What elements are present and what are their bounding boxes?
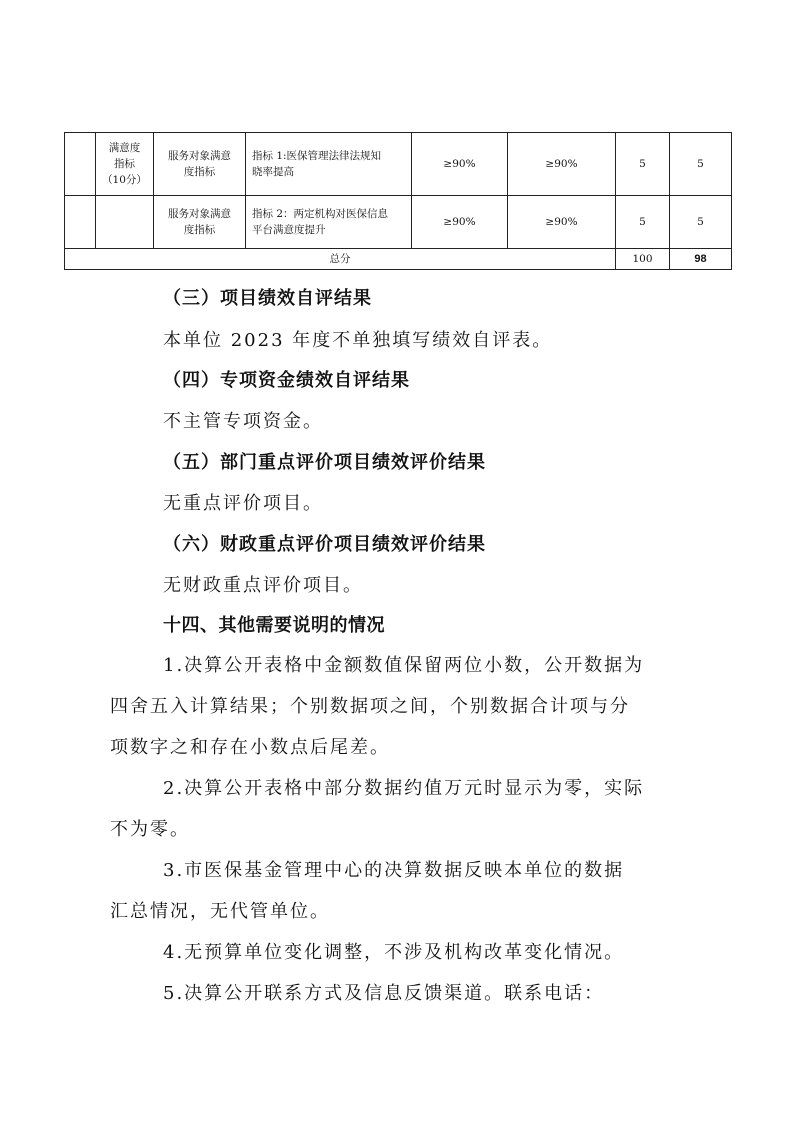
item-5-line-1: 5.决算公开联系方式及信息反馈渠道。联系电话： bbox=[163, 983, 605, 1004]
item-3-line-2: 汇总情况，无代管单位。 bbox=[110, 901, 330, 922]
table-cell-subcategory: 服务对象满意 度指标 bbox=[154, 196, 246, 249]
table-cell-subcategory: 服务对象满意 度指标 bbox=[154, 133, 246, 196]
table-cell-empty bbox=[65, 133, 96, 196]
item-1-line-3: 项数字之和存在小数点后尾差。 bbox=[110, 737, 390, 758]
section-14-title: 十四、其他需要说明的情况 bbox=[163, 615, 385, 636]
total-label: 总分 bbox=[65, 249, 616, 270]
table-cell-empty bbox=[65, 196, 96, 249]
item-4-line-1: 4.无预算单位变化调整，不涉及机构改革变化情况。 bbox=[163, 942, 625, 963]
table-cell-score: 5 bbox=[670, 196, 732, 249]
section-6-text: 无财政重点评价项目。 bbox=[163, 575, 363, 596]
table-cell-weight: 5 bbox=[616, 196, 670, 249]
table-cell-actual: ≥90% bbox=[508, 196, 616, 249]
table-cell-actual: ≥90% bbox=[508, 133, 616, 196]
item-3-line-1: 3.市医保基金管理中心的决算数据反映本单位的数据 bbox=[163, 860, 625, 881]
table-cell-empty bbox=[96, 196, 154, 249]
item-2-line-2: 不为零。 bbox=[110, 819, 190, 840]
performance-table bbox=[64, 132, 732, 270]
item-2-line-1: 2.决算公开表格中部分数据约值万元时显示为零，实际 bbox=[163, 778, 645, 799]
table-total-row bbox=[65, 249, 732, 270]
section-3-text: 本单位 2023 年度不单独填写绩效自评表。 bbox=[163, 330, 553, 351]
item-1-line-2: 四舍五入计算结果；个别数据项之间，个别数据合计项与分 bbox=[110, 696, 630, 717]
table-row bbox=[65, 133, 732, 196]
section-4-text: 不主管专项资金。 bbox=[163, 411, 323, 432]
total-weight: 100 bbox=[616, 249, 670, 270]
table-row bbox=[65, 196, 732, 249]
item-1-line-1: 1.决算公开表格中金额数值保留两位小数，公开数据为 bbox=[163, 655, 645, 676]
table-cell-indicator: 指标 1:医保管理法律法规知 晓率提高 bbox=[246, 133, 412, 196]
table-cell-weight: 5 bbox=[616, 133, 670, 196]
total-score: 98 bbox=[670, 249, 732, 270]
section-4-title: （四）专项资金绩效自评结果 bbox=[163, 370, 410, 391]
section-3-title: （三）项目绩效自评结果 bbox=[163, 288, 372, 309]
table-cell-target: ≥90% bbox=[412, 133, 508, 196]
table-cell-indicator: 指标 2：两定机构对医保信息 平台满意度提升 bbox=[246, 196, 412, 249]
section-6-title: （六）财政重点评价项目绩效评价结果 bbox=[163, 534, 486, 555]
section-5-text: 无重点评价项目。 bbox=[163, 493, 323, 514]
table-cell-category: 满意度 指标 （10分） bbox=[96, 133, 154, 196]
table-cell-score: 5 bbox=[670, 133, 732, 196]
section-5-title: （五）部门重点评价项目绩效评价结果 bbox=[163, 452, 486, 473]
table-cell-target: ≥90% bbox=[412, 196, 508, 249]
